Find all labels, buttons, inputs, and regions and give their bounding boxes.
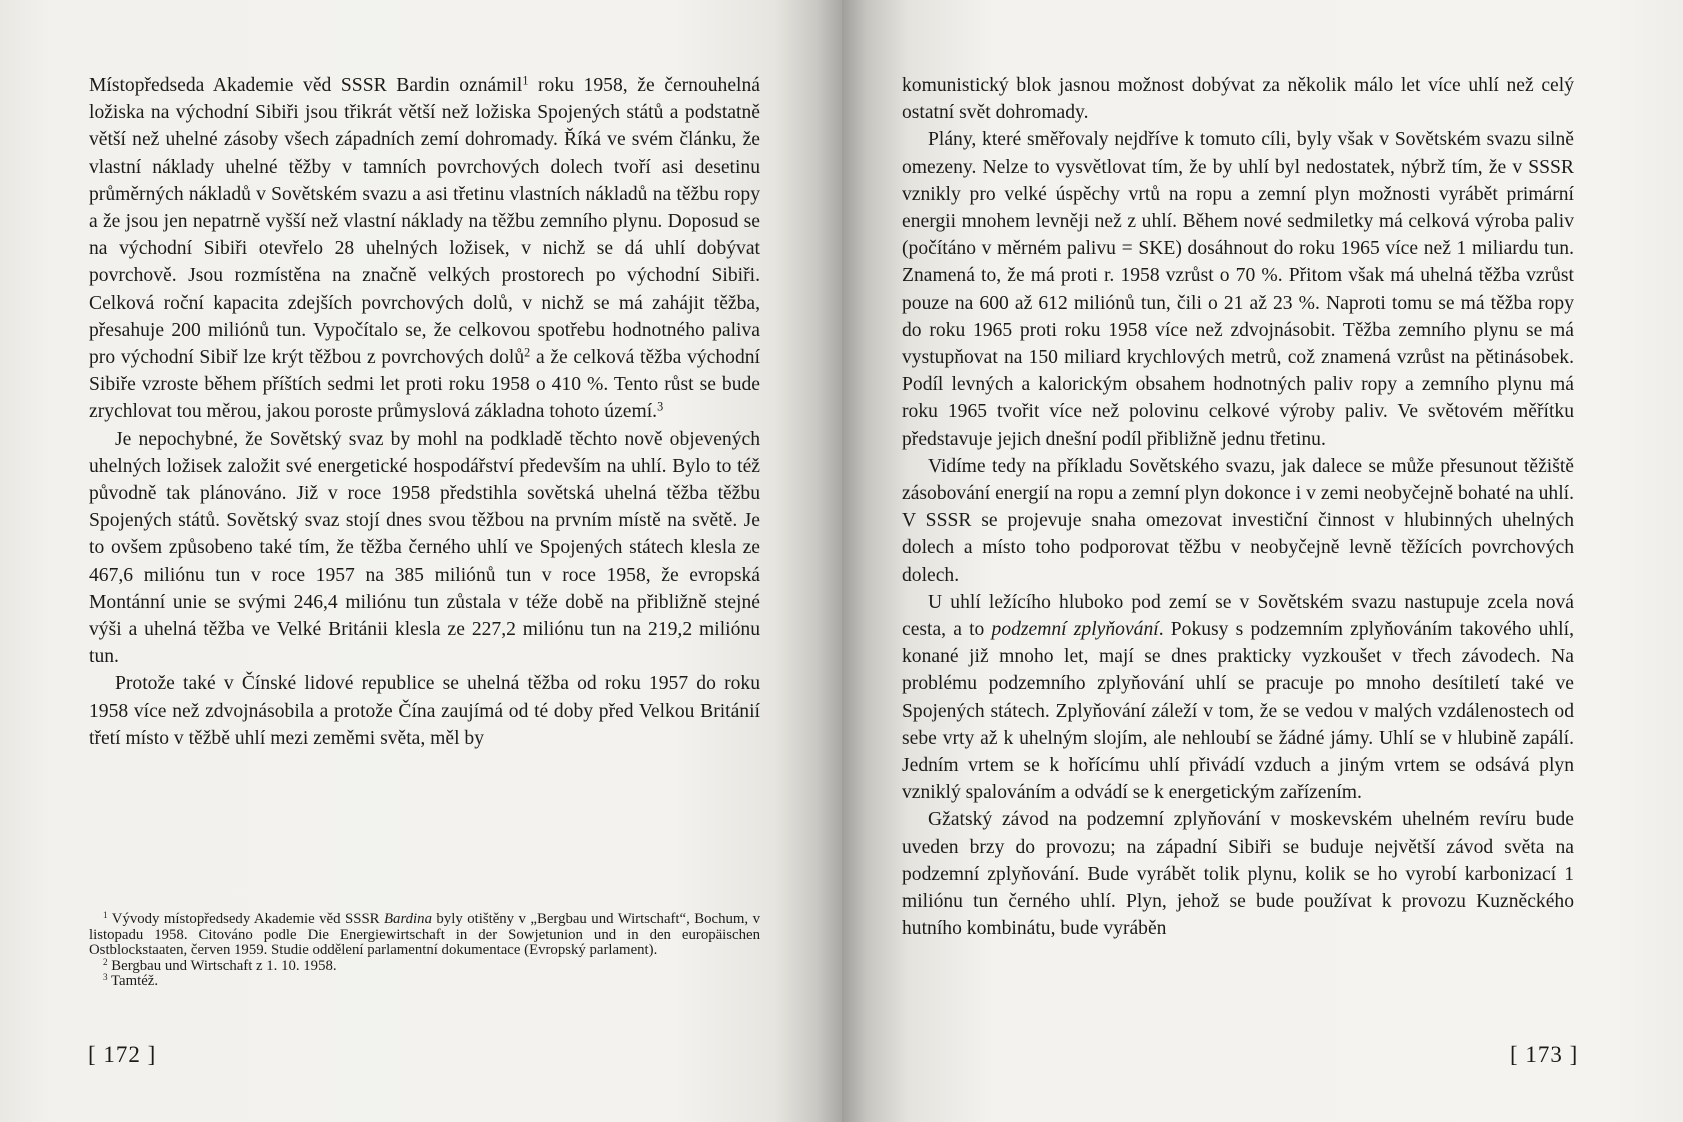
page-number: [ 172 ]: [88, 1042, 157, 1067]
paragraph: komunistický blok jasnou možnost dobývat za několik málo let více uhlí než celý ostatní svět dohromady.: [902, 75, 1574, 124]
paragraph: U uhlí ležícího hluboko pod zemí se v Sovětském svazu nastupuje zcela nová cesta, a to podzemní zplyňování. Pokusy s podzemním zplyňováním takového uhlí, konané již mnoho let, mají se dnes prakticky vyzkoušet v třech závodech. Na problému podzemního zplyňování uhlí se pracuje po mnoho desítiletí také ve Spojených státech. Zplyňování záleží v tom, že se vedou v malých vzdálenostech od sebe vrty až k uhelným slojím, ale nehloubí se žádné jámy. Uhlí se v hlubině zapálí. Jedním vrtem se k hořícímu uhlí přivádí vzduch a jiným vrtem se odsává plyn vzniklý spalováním a odvádí se k energetickým zařízením.: [902, 591, 1574, 804]
footnote: $^3$ Tamtéž.: [103, 972, 159, 990]
paragraph: Protože také v Čínské lidové republice se uhelná těžba od roku 1957 do roku 1958 více než zdvojnásobila a protože Čína zaujímá od té doby před Velkou Británií třetí místo v těžbě uhlí mezi zeměmi světa, měl by: [89, 673, 760, 749]
left-page-body: [89, 72, 760, 752]
paragraph: Místopředseda Akademie věd SSSR Bardin oznámil$^1$ roku 1958, že černouhelná ložiska na východní Sibiři jsou třikrát větší než ložiska Spojených států a podstatně větší než uhelné zásoby všech západních zemí dohromady. Říká ve svém článku, že vlastní náklady uhelné těžby v tamních povrchových dolech tvoří asi desetinu průměrných nákladů v Sovětském svazu a asi třetinu vlastních nákladů na těžbu ropy a že jsou jen nepatrně vyšší než vlastní náklady na těžbu zemního plynu. Doposud se na východní Sibiři otevřelo 28 uhelných ložisek, v nichž se dá uhlí dobývat povrchově. Jsou rozmístěna na značně velkých prostorech po východní Sibiři. Celková roční kapacita zdejších povrchových dolů, v nichž se má zahájit těžba, přesahuje 200 miliónů tun. Vypočítalo se, že celkovou spotřebu hodnotného paliva pro východní Sibiř lze krýt těžbou z povrchových dolů$^2$ a že celková těžba východní Sibiře vzroste během příštích sedmi let proti roku 1958 o 410 %. Tento růst se bude zrychlovat tou měrou, jakou poroste průmyslová základna tohoto území.$^3$: [89, 73, 760, 423]
paragraph: Plány, které směřovaly nejdříve k tomuto cíli, byly však v Sovětském svazu silně omezeny. Nelze to vysvětlovat tím, že by uhlí byl nedostatek, nýbrž tím, že v SSSR vznikly pro velké úspěchy vrtů na ropu a zemní plyn možnosti vyrábět primární energii mnohem levněji než z uhlí. Během nové sedmiletky má celková výroba paliv (počítáno v měrném palivu = SKE) dosáhnout do roku 1965 více než 1 miliardu tun. Znamená to, že má proti r. 1958 vzrůst o 70 %. Přitom však má uhelná těžba vzrůst pouze na 600 až 612 miliónů tun, čili o 21 až 23 %. Naproti tomu se má těžba ropy do roku 1965 proti roku 1958 více než zdvojnásobit. Těžba zemního plynu se má vystupňovat na 150 miliard krychlových metrů, což znamená vzrůst na pětinásobek. Podíl levných a kalorickým obsahem hodnotných paliv ropy a zemního plynu má roku 1965 tvořit více než polovinu celkové výroby paliv. Ve světovém měřítku představuje jejich dnešní podíl přibližně jednu třetinu.: [902, 129, 1574, 450]
paragraph: Gžatský závod na podzemní zplyňování v moskevském uhelném revíru bude uveden brzy do provozu; na západní Sibiři se buduje největší závod světa na podzemní zplyňování. Bude vyrábět tolik plynu, kolik se ho vyrobí karbonizací 1 miliónu tun černého uhlí. Plyn, jehož se bude používat k provozu Kuzněckého hutního kombinátu, bude vyráběn: [902, 809, 1574, 940]
footnote-ref: 2: [524, 345, 531, 360]
footnote: $^1$ Vývody místopředsedy Akademie věd SSSR Bardina byly otištěny v „Bergbau und Wirtschaft“, Bochum, v listopadu 1958. Citováno podle Die Energiewirtschaft in der Sowjetunion und in den europäischen Ostblockstaaten, červen 1959. Studie oddělení parlamentní dokumentace (Evropský parlament).: [89, 909, 760, 959]
paragraph: Je nepochybné, že Sovětský svaz by mohl na podkladě těchto nově objevených uhelných ložisek založit své energetické hospodářství především na uhlí. Bylo to též původně tak plánováno. Již v roce 1958 předstihla sovětská uhelná těžba těžbu Spojených států. Sovětský svaz stojí dnes svou těžbou na prvním místě na světě. Je to ovšem způsobeno také tím, že těžba černého uhlí ve Spojených státech klesla ze 467,6 miliónu tun v roce 1957 na 385 miliónů tun v roce 1958, že evropská Montánní unie se svými 246,4 miliónu tun zůstala v téže době na přibližně stejné výši a uhelná těžba ve Velké Británii klesla ze 227,2 miliónu tun na 219,2 miliónu tun.: [89, 428, 760, 668]
right-page-body: [902, 72, 1574, 943]
footnote: $^2$ Bergbau und Wirtschaft z 1. 10. 1958.: [103, 956, 337, 974]
page-number: [ 173 ]: [1510, 1042, 1579, 1067]
footnotes: [89, 909, 760, 990]
paragraph: Vidíme tedy na příkladu Sovětského svazu, jak dalece se může přesunout těžiště zásobování energií na ropu a zemní plyn dokonce i v zemi neobyčejně bohaté na uhlí. V SSSR se projevuje snaha omezovat investiční činnost v hlubinných uhelných dolech a místo toho podporovat těžbu v neobyčejně levně těžících povrchových dolech.: [902, 455, 1574, 586]
right-page: [842, 0, 1683, 1122]
emphasis: podzemní zplyňování: [991, 619, 1159, 641]
footnote-ref: 3: [657, 399, 664, 414]
footnote-ref: 1: [522, 73, 529, 88]
